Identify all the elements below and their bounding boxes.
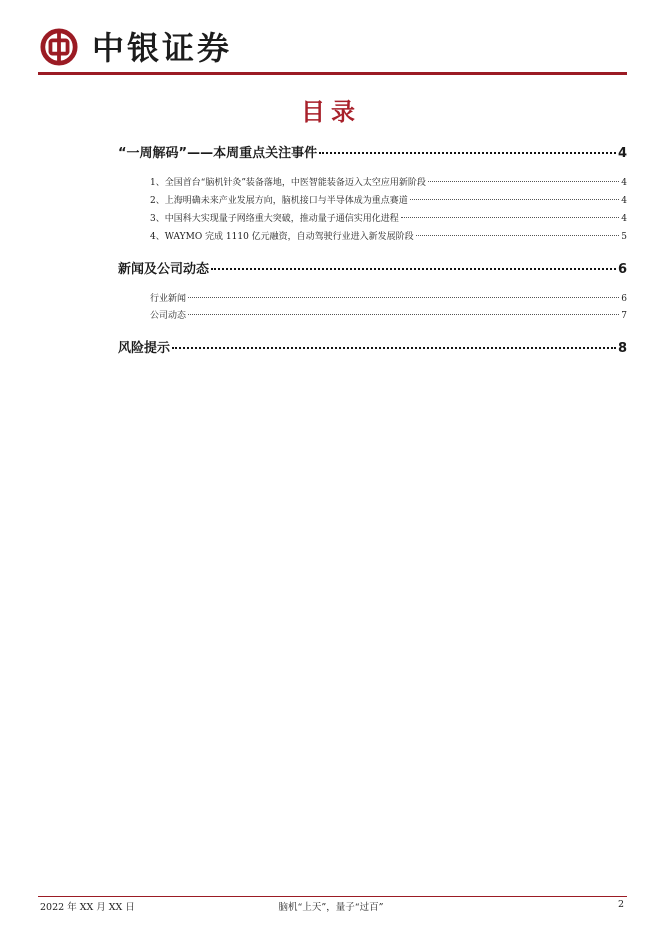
toc-entry-label: “一周解码”——本周重点关注事件 (118, 146, 318, 161)
toc-entry-label: 风险提示 (118, 341, 171, 356)
toc-entry-page: 4 (621, 178, 627, 188)
toc-leader (416, 235, 620, 236)
toc-leader (188, 297, 619, 298)
toc-entry-news[interactable] (118, 258, 627, 277)
toc-entry-industry-news[interactable] (150, 291, 627, 304)
toc-entry-label: 新闻及公司动态 (118, 262, 210, 277)
toc-entry-page: 8 (617, 341, 627, 356)
toc-leader (401, 217, 620, 218)
footer-divider (38, 896, 627, 897)
toc-entry-page: 6 (621, 294, 627, 304)
toc-entry-label: 公司动态 (150, 311, 187, 321)
toc-entry-page: 7 (621, 311, 627, 321)
toc-entry-4[interactable] (150, 229, 627, 242)
toc-entry-label: 4、WAYMO 完成 1110 亿元融资，自动驾驶行业进入新发展阶段 (150, 232, 414, 242)
toc-leader (172, 347, 616, 349)
toc-leader (188, 314, 619, 315)
toc-entry-risk[interactable] (118, 337, 627, 356)
toc-entry-page: 4 (617, 146, 627, 161)
toc-entry-label: 1、全国首台“脑机针灸”装备落地，中医智能装备迈入太空应用新阶段 (150, 178, 426, 188)
toc-leader (410, 199, 620, 200)
toc-entry-label: 3、中国科大实现量子网络重大突破，推动量子通信实用化进程 (150, 214, 399, 224)
footer-date: 2022 年 XX 月 XX 日 (40, 902, 135, 913)
toc-entry-company-news[interactable] (150, 308, 627, 321)
bank-of-china-logo-icon (40, 28, 78, 66)
toc-title: 目录 (301, 97, 361, 126)
toc-entry-3[interactable] (150, 211, 627, 224)
toc-entry-page: 6 (617, 262, 627, 277)
toc-entry-page: 5 (621, 232, 627, 242)
footer-page-number: 2 (617, 899, 624, 910)
toc-leader (428, 181, 619, 182)
footer-report-title: 脑机“上天”，量子“过百” (278, 902, 384, 913)
toc-leader (319, 152, 616, 154)
toc-entry-1[interactable] (150, 175, 627, 188)
toc-entry-2[interactable] (150, 193, 627, 206)
toc-entry-page: 4 (621, 214, 627, 224)
toc-entry-label: 2、上海明确未来产业发展方向，脑机接口与半导体成为重点赛道 (150, 196, 408, 206)
brand-name: 中银证券 (92, 29, 233, 67)
toc-entry-weekly-decode[interactable] (118, 142, 627, 161)
toc-leader (211, 268, 616, 270)
page-header (38, 26, 628, 70)
header-divider (38, 72, 627, 75)
toc-entry-label: 行业新闻 (150, 294, 187, 304)
toc-entry-page: 4 (621, 196, 627, 206)
